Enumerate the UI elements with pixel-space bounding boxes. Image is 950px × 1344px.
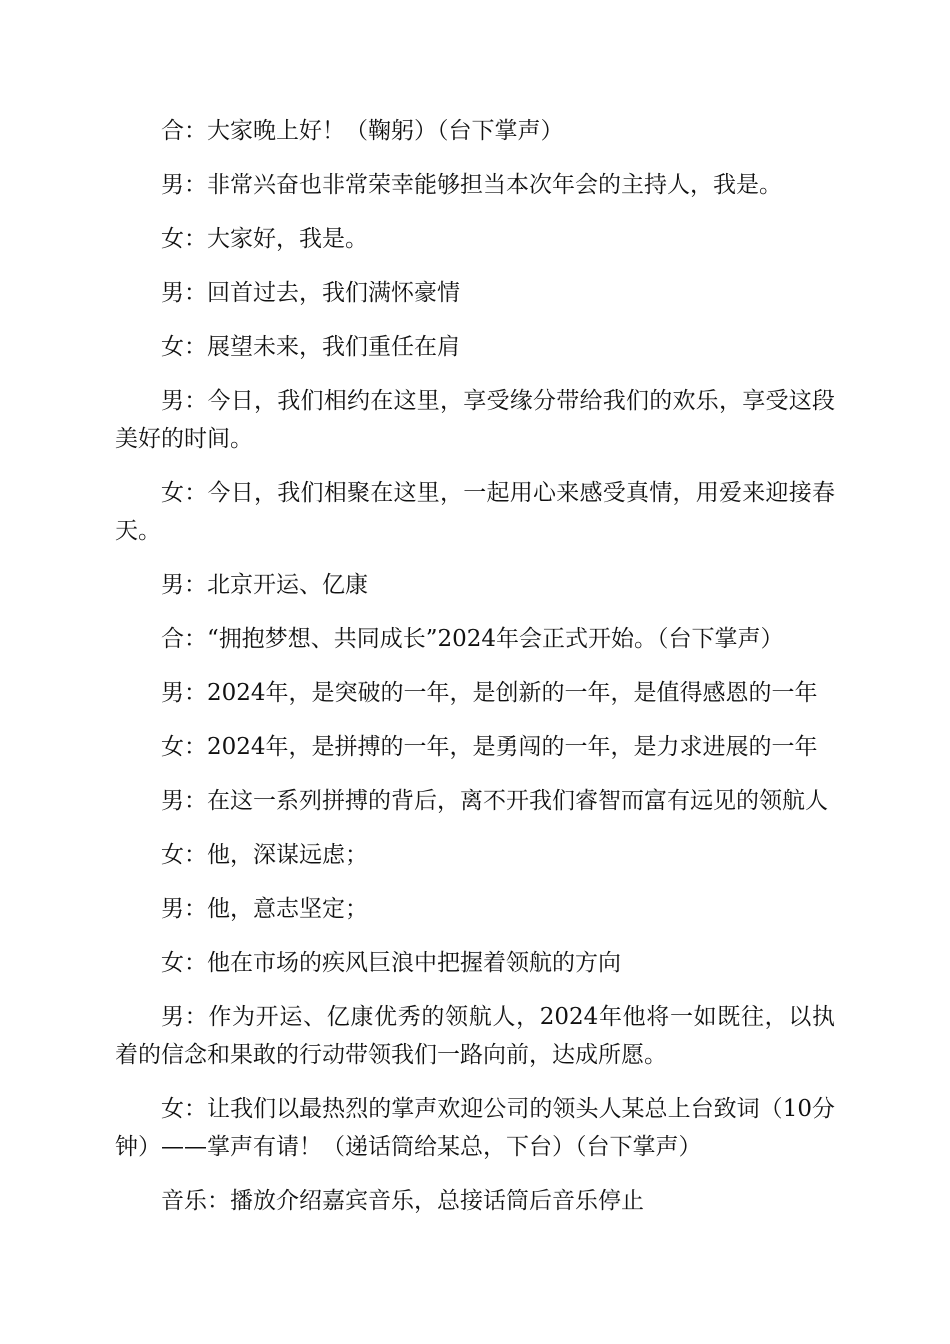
script-line: 女：他在市场的疾风巨浪中把握着领航的方向 <box>161 950 621 976</box>
script-line: 男：非常兴奋也非常荣幸能够担当本次年会的主持人，我是。 <box>161 172 782 198</box>
script-line: 男：在这一系列拼搏的背后，离不开我们睿智而富有远见的领航人 <box>161 788 828 814</box>
script-line: 音乐：播放介绍嘉宾音乐，总接话筒后音乐停止 <box>161 1188 644 1214</box>
script-line: 女：他，深谋远虑； <box>161 842 368 868</box>
script-line: 女：让我们以最热烈的掌声欢迎公司的领头人某总上台致词（10分钟）——掌声有请！（递话筒给某总，下台）（台下掌声） <box>115 1096 835 1160</box>
script-line: 女：大家好，我是。 <box>161 226 368 252</box>
script-line: 女：今日，我们相聚在这里，一起用心来感受真情，用爱来迎接春天。 <box>115 480 835 544</box>
script-line: 男：回首过去，我们满怀豪情 <box>161 280 460 306</box>
script-line: 女：2024年，是拼搏的一年，是勇闯的一年，是力求进展的一年 <box>161 734 818 760</box>
host-script <box>115 112 835 1236</box>
script-line: 男：今日，我们相约在这里，享受缘分带给我们的欢乐，享受这段美好的时间。 <box>115 388 835 452</box>
script-line: 男：2024年，是突破的一年，是创新的一年，是值得感恩的一年 <box>161 680 818 706</box>
script-line: 男：作为开运、亿康优秀的领航人，2024年他将一如既往，以执着的信念和果敢的行动带领我们一路向前，达成所愿。 <box>115 1004 835 1068</box>
script-line: 女：展望未来，我们重任在肩 <box>161 334 460 360</box>
script-line: 男：北京开运、亿康 <box>161 572 368 598</box>
script-line: 合：“拥抱梦想、共同成长”2024年会正式开始。（台下掌声） <box>161 626 784 652</box>
script-line: 合：大家晚上好！（鞠躬）（台下掌声） <box>161 118 564 144</box>
script-line: 男：他，意志坚定； <box>161 896 368 922</box>
